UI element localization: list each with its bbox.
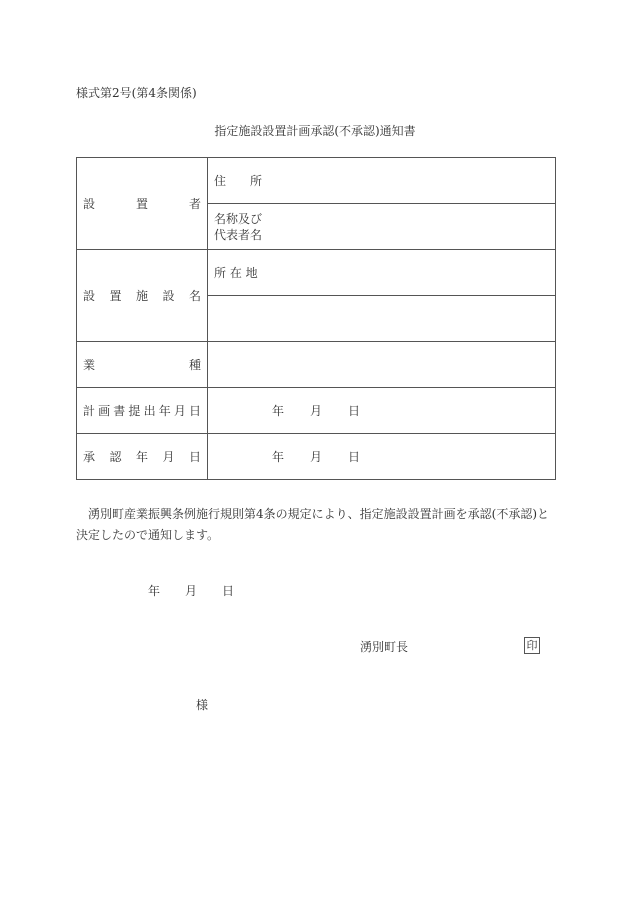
address-label: 住 所 bbox=[214, 173, 263, 188]
industry-field[interactable] bbox=[208, 342, 556, 388]
approval-date-field[interactable]: 年 月 日 bbox=[208, 434, 556, 480]
document-title: 指定施設設置計画承認(不承認)通知書 bbox=[214, 124, 416, 138]
label-approval-date: 承 認 年 月 日 bbox=[77, 434, 208, 480]
issuer-title: 湧別町長 bbox=[360, 640, 409, 654]
table-row-industry bbox=[77, 342, 556, 388]
table-row-approval-date bbox=[77, 434, 556, 480]
notice-body-text: 湧別町産業振興条例施行規則第4条の規定により、指定施設設置計画を承認(不承認)と決定したので通知します。 bbox=[76, 507, 550, 542]
facility-name-field[interactable] bbox=[208, 296, 556, 342]
table-row-installer-address bbox=[77, 158, 556, 204]
label-facility-name: 設 置 施 設 名 bbox=[77, 250, 208, 342]
label-industry: 業 種 bbox=[77, 342, 208, 388]
plan-submission-date-field[interactable]: 年 月 日 bbox=[208, 388, 556, 434]
addressee-suffix: 様 bbox=[196, 698, 209, 712]
form-number: 様式第2号(第4条関係) bbox=[76, 86, 197, 100]
table-row-plan-submission-date bbox=[77, 388, 556, 434]
notice-table bbox=[76, 157, 556, 480]
installer-name-field[interactable] bbox=[208, 204, 556, 250]
facility-location-field[interactable] bbox=[208, 250, 556, 296]
seal-icon: 印 bbox=[524, 637, 540, 654]
location-label: 所 在 地 bbox=[214, 265, 258, 280]
name-label: 名称及び 代表者名 bbox=[214, 211, 263, 242]
installer-address-field[interactable] bbox=[208, 158, 556, 204]
table-row-facility-location bbox=[77, 250, 556, 296]
label-plan-submission-date: 計 画 書 提 出 年 月 日 bbox=[77, 388, 208, 434]
issue-date[interactable]: 年 月 日 bbox=[148, 584, 235, 598]
label-installer: 設 置 者 bbox=[77, 158, 208, 250]
